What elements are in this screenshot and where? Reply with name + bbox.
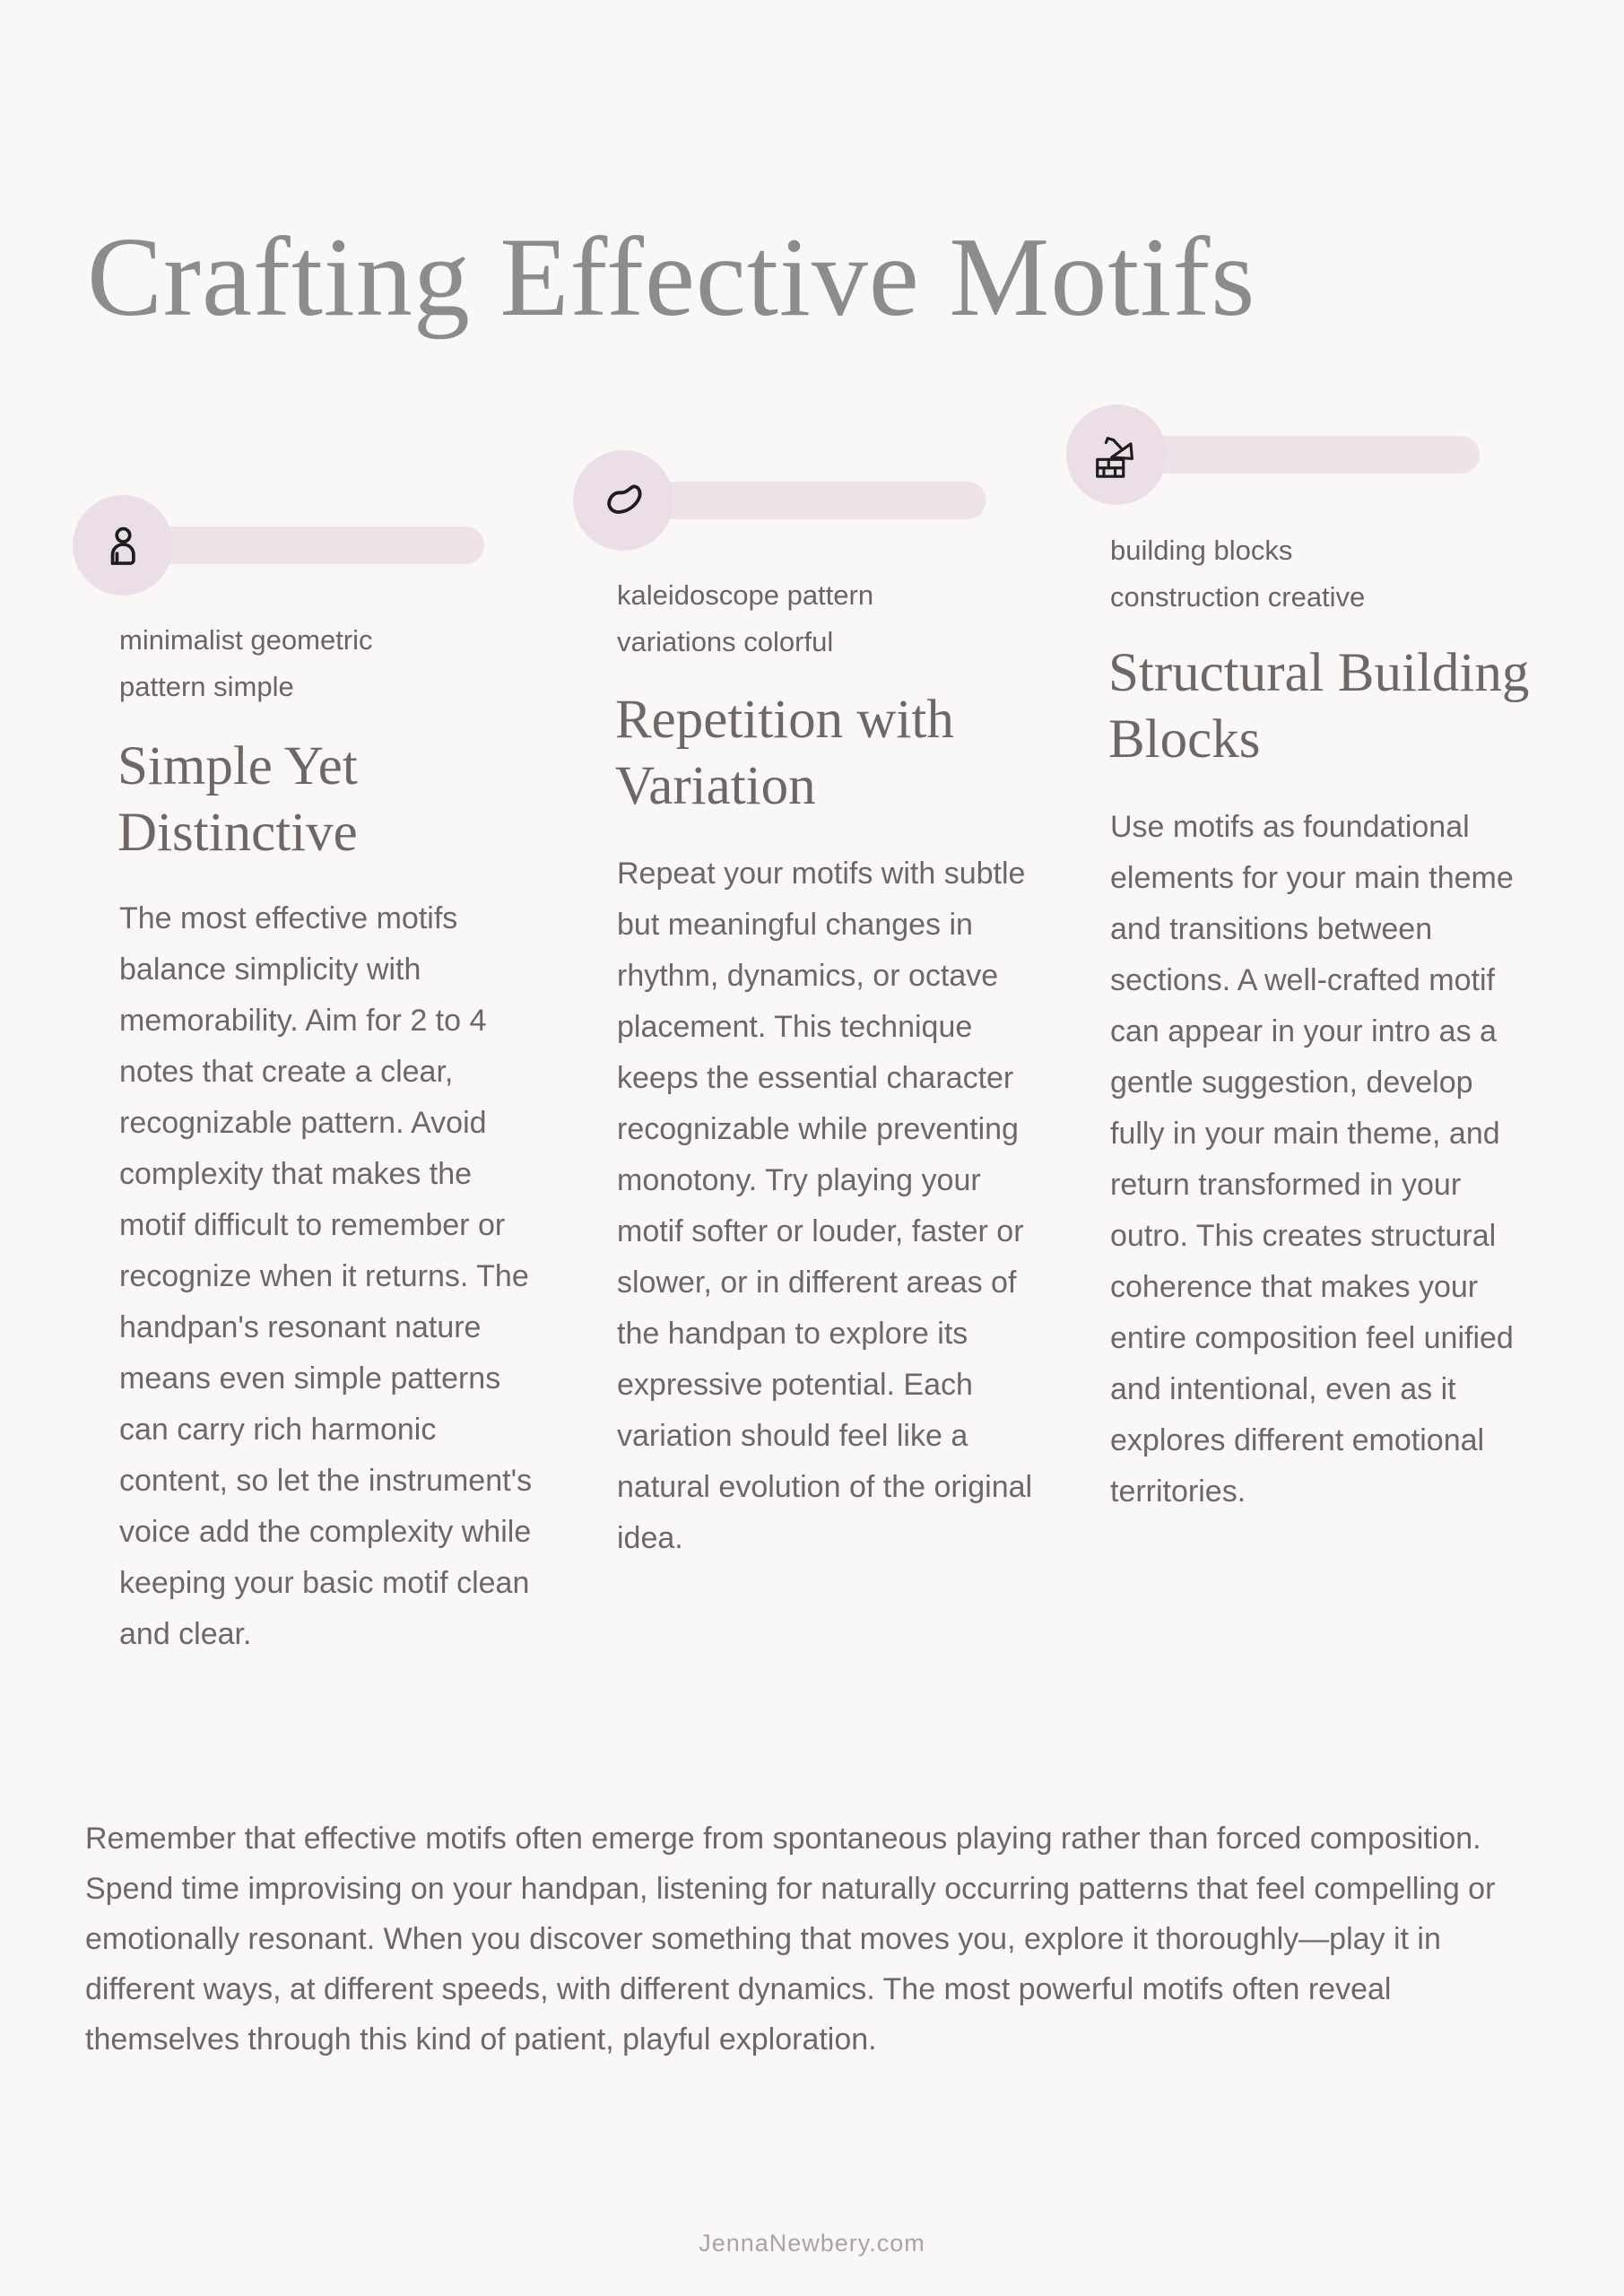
column-3-body: Use motifs as foundational elements for your main theme and transitions between sections. A well-crafted motif can appear in your intro as a gentle suggestion, develop fully in your main theme, and return transformed in your outro. This creates structural coherence that makes your entire composition feel unified and intentional, even as it explores different emotional territories.: [1110, 810, 1514, 1509]
closing-paragraph: Remember that effective motifs often emerge from spontaneous playing rather than forced composition. Spend time improvising on your handpan, listening for naturally occurring patterns that feel compelling or emotionally resonant. When you discover something that moves you, explore it thoroughly—play it in different ways, at different speeds, with different dynamics. The most powerful motifs often reveal themselves through this kind of patient, playful exploration.: [85, 1822, 1496, 2057]
column-1-body: The most effective motifs balance simplicity with memorability. Aim for 2 to 4 notes that create a clear, recognizable pattern. Avoid complexity that makes the motif difficult to remember or recognize when it returns. The handpan's resonant nature means even simple patterns can carry rich harmonic content, so let the instrument's voice add the complexity while keeping your basic motif clean and clear.: [119, 901, 533, 1651]
column-1-keywords: minimalist geometric pattern simple: [119, 624, 373, 702]
footer-website: JennaNewbery.com: [699, 2230, 925, 2257]
bean-shape-icon: [597, 474, 649, 526]
person-icon: [98, 520, 148, 570]
decorative-bar-column-1: [123, 526, 484, 564]
decorative-bar-column-3: [1116, 436, 1480, 474]
column-3-heading: Structural Building Blocks: [1108, 643, 1530, 770]
page-title: Crafting Effective Motifs: [87, 215, 1256, 340]
column-2-heading: Repetition with Variation: [615, 690, 954, 816]
decorative-bar-column-2: [623, 482, 986, 519]
icon-circle-column-1: [73, 495, 173, 596]
column-3-keywords: building blocks construction creative: [1110, 535, 1366, 613]
icon-circle-column-2: [573, 450, 673, 551]
column-1-heading: Simple Yet Distinctive: [117, 736, 358, 863]
column-2-body: Repeat your motifs with subtle but meaningful changes in rhythm, dynamics, or octave placement. This technique keeps the essential character recognizable while preventing monotony. Try playing your motif softer or louder, faster or slower, or in different areas of the handpan to explore its expressive potential. Each variation should feel like a natural evolution of the original idea.: [617, 857, 1033, 1555]
column-2-keywords: kaleidoscope pattern variations colorful: [617, 579, 874, 657]
bricks-trowel-icon: [1090, 429, 1142, 481]
icon-circle-column-3: [1066, 404, 1167, 505]
